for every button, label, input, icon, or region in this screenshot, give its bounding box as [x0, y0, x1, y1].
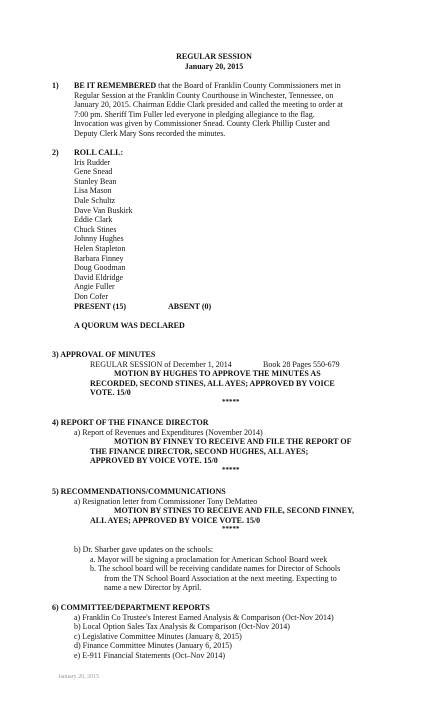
item-a: a) Report of Revenues and Expenditures (November 2014): [74, 427, 263, 437]
section-5: [52, 487, 382, 593]
sub-item-b: b. The school board will be receiving candidate names for Director of Schools: [90, 564, 341, 574]
minutes-reference: [90, 360, 420, 370]
section-1-line: 7:00 pm. Sheriff Tim Fuller led everyone in pledging allegiance to the flag.: [74, 109, 315, 119]
motion-line: ALL AYES; APPROVED BY VOICE VOTE. 15/0: [90, 515, 261, 525]
section-1-line: January 20, 2015. Chairman Eddie Clark presided and called the meeting to order at: [74, 100, 344, 110]
report-item: c) Legislative Committee Minutes (January 8, 2015): [74, 631, 242, 641]
roll-call-name: Don Cofer: [74, 291, 108, 301]
section-6: [52, 603, 382, 661]
motion-line: MOTION BY HUGHES TO APPROVE THE MINUTES AS: [114, 369, 321, 379]
section-1-line: Regular Session at the Franklin County Courthouse in Winchester, Tennessee, on: [74, 90, 334, 100]
separator-stars: *****: [222, 397, 240, 406]
sub-item-b-cont: name a new Director by April.: [104, 583, 202, 593]
section-1-text: that the Board of Franklin County Commissioners met in: [156, 81, 341, 90]
roll-call-name: Johnny Hughes: [74, 234, 124, 244]
roll-call-name: Helen Stapleton: [74, 243, 126, 253]
absent-count: ABSENT (0): [168, 301, 212, 311]
section-6-heading: 6) COMMITTEE/DEPARTMENT REPORTS: [52, 603, 210, 612]
document-date: January 20, 2015: [184, 62, 244, 71]
separator-stars: *****: [222, 465, 240, 474]
document-title: REGULAR SESSION: [176, 52, 252, 61]
section-1-line: Invocation was given by Commissioner Snead. County Clerk Phillip Custer and: [74, 119, 330, 129]
page-footer: January 20, 2015: [58, 674, 100, 680]
section-4: [52, 418, 382, 476]
roll-call-name: Iris Rudder: [74, 157, 111, 167]
roll-call-heading: ROLL CALL:: [74, 148, 124, 157]
roll-call-name: Doug Goodman: [74, 263, 126, 273]
quorum-statement: A QUORUM WAS DECLARED: [74, 321, 185, 331]
section-4-heading: 4) REPORT OF THE FINANCE DIRECTOR: [52, 418, 209, 427]
present-count: PRESENT (15): [74, 301, 127, 311]
section-3-heading: 3) APPROVAL OF MINUTES: [52, 350, 156, 359]
roll-call-name: Dave Van Buskirk: [74, 205, 133, 215]
roll-call-name: Dale Schultz: [74, 195, 116, 205]
sub-item-b-cont: from the TN School Board Association at the next meeting. Expecting to: [104, 573, 337, 583]
report-item: e) E-911 Financial Statements (Oct–Nov 2014): [74, 650, 225, 660]
roll-call-name: Stanley Bean: [74, 176, 117, 186]
section-1-lead: BE IT REMEMBERED: [74, 81, 157, 90]
report-item: d) Finance Committee Minutes (January 6, 2015): [74, 641, 232, 651]
motion-line: MOTION BY FINNEY TO RECEIVE AND FILE THE REPORT OF: [114, 437, 352, 447]
attendance-line: [74, 302, 374, 312]
minutes-session: REGULAR SESSION of December 1, 2014: [90, 359, 232, 369]
report-item: b) Local Option Sales Tax Analysis & Comparison (Oct-Nov 2014): [74, 622, 290, 632]
motion-line: VOTE. 15/0: [90, 388, 131, 398]
roll-call-name: Angie Fuller: [74, 282, 115, 292]
separator-stars: *****: [222, 525, 240, 534]
section-1-number: 1): [52, 81, 59, 90]
roll-call-name: Eddie Clark: [74, 215, 113, 225]
sub-item-a: a. Mayor will be signing a proclamation for American School Board week: [90, 554, 328, 564]
roll-call-name: Gene Snead: [74, 167, 113, 177]
section-3: [52, 350, 382, 408]
section-5-heading: 5) RECOMMENDATIONS/COMMUNICATIONS: [52, 487, 226, 496]
roll-call-name: David Eldridge: [74, 272, 124, 282]
section-1-line: [74, 81, 384, 91]
motion-line: APPROVED BY VOICE VOTE. 15/0: [90, 456, 218, 466]
motion-line: THE FINANCE DIRECTOR, SECOND HUGHES, ALL AYES;: [90, 446, 309, 456]
minutes-book-pages: Book 28 Pages 550-679: [263, 359, 340, 369]
roll-call-name: Chuck Stines: [74, 224, 117, 234]
roll-call-name: Barbara Finney: [74, 253, 124, 263]
motion-line: MOTION BY STINES TO RECEIVE AND FILE, SECOND FINNEY,: [114, 506, 355, 516]
motion-line: RECORDED, SECOND STINES, ALL AYES; APPROVED BY VOICE: [90, 378, 335, 388]
section-2-number: 2): [52, 148, 59, 157]
item-a: a) Resignation letter from Commissioner Tony DeMatteo: [74, 496, 258, 506]
report-item: a) Franklin Co Trustee's Interest Earned Analysis & Comparison (Oct-Nov 2014): [74, 612, 334, 622]
item-b: b) Dr. Sharber gave updates on the schools:: [74, 544, 214, 554]
roll-call-name: Lisa Mason: [74, 186, 112, 196]
section-1-line: Deputy Clerk Mary Sons recorded the minutes.: [74, 128, 226, 138]
